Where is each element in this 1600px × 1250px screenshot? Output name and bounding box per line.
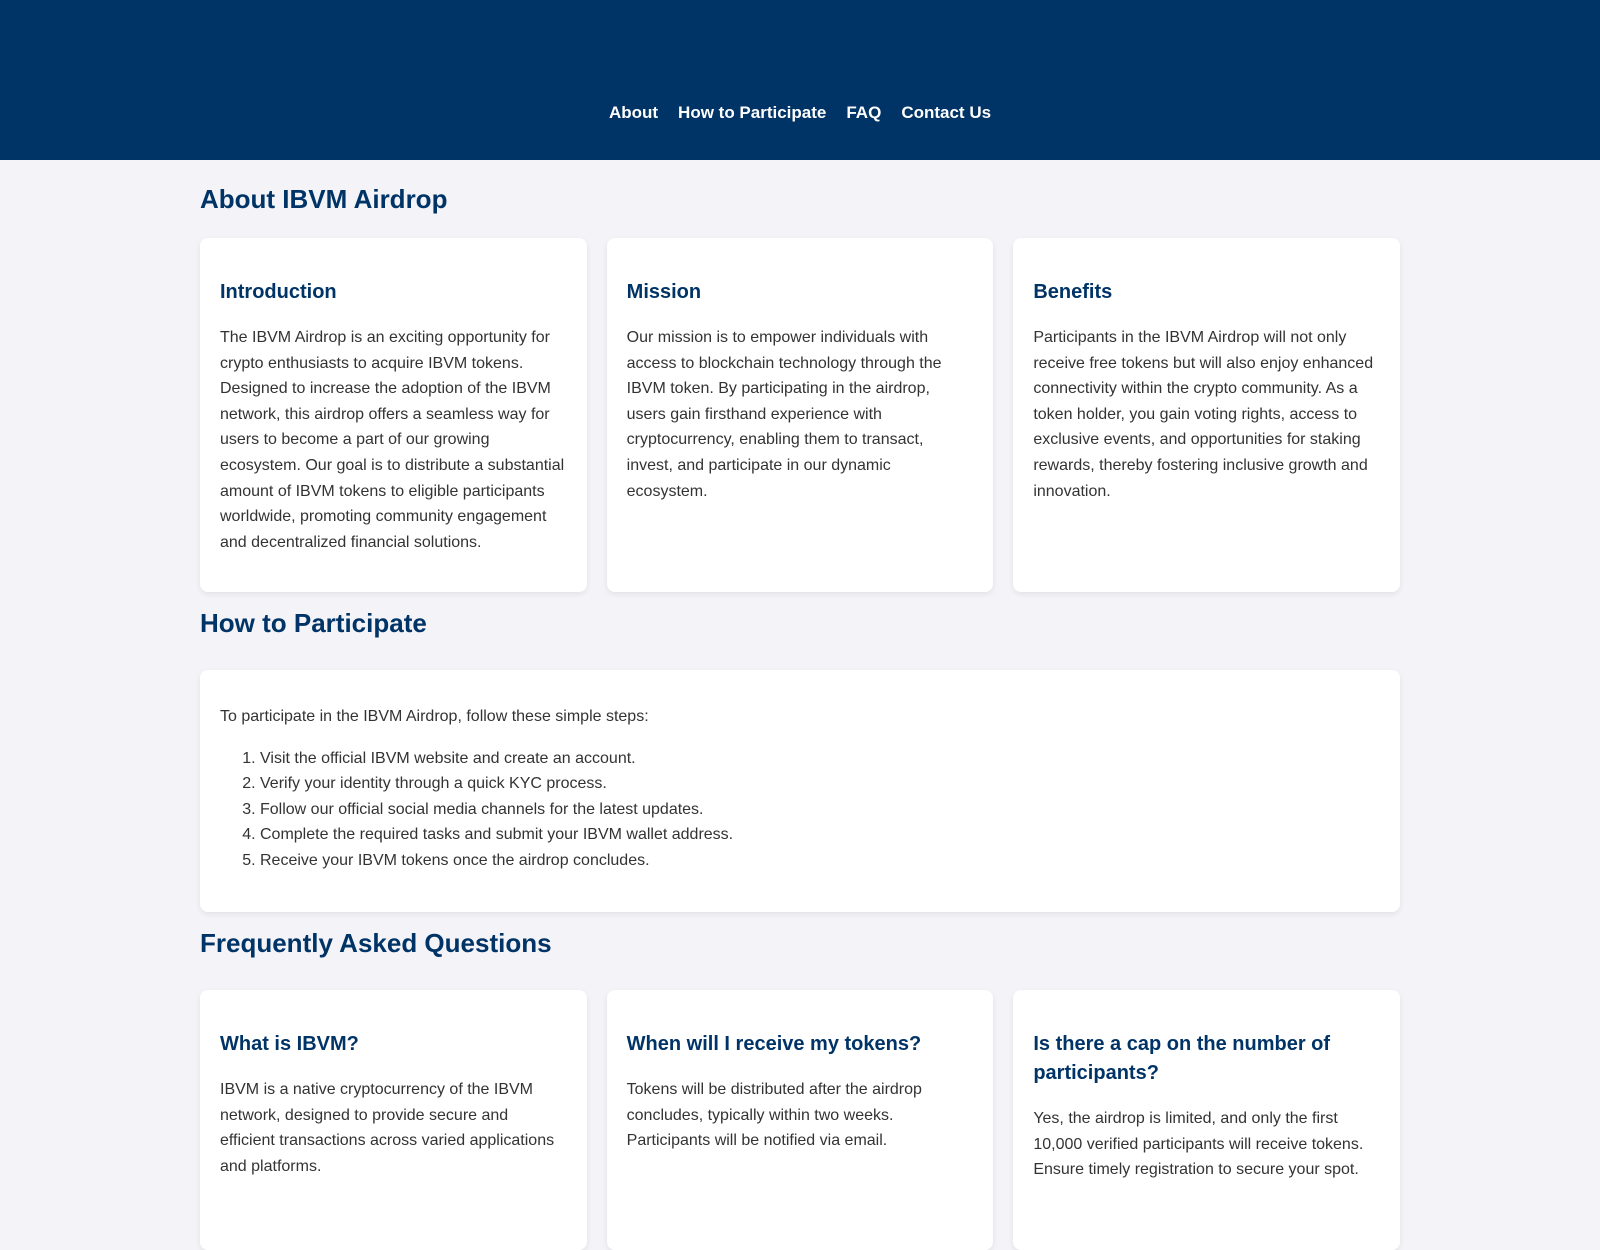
faq-card	[200, 990, 587, 1250]
card-title: Benefits	[1033, 281, 1113, 303]
faq-section-title: Frequently Asked Questions	[200, 928, 552, 958]
faq-answer: Tokens will be distributed after the airdrop concludes, typically within two weeks. Participants will be notified via email.	[626, 1081, 922, 1150]
nav-link-how-to-participate[interactable]: How to Participate	[678, 103, 827, 122]
participate-steps	[220, 746, 1380, 874]
participate-section-title: How to Participate	[200, 608, 427, 638]
nav-link-contact-us[interactable]: Contact Us	[901, 103, 992, 122]
step-item: 2. Verify your identity through a quick KYC process.	[260, 771, 1380, 797]
nav-link-faq[interactable]: FAQ	[846, 103, 882, 122]
about-cards	[200, 238, 1400, 592]
faq-answer: IBVM is a native cryptocurrency of the IBVM network, designed to provide secure and efficient transactions across varied applications and platforms.	[220, 1081, 555, 1175]
faq-question: When will I receive my tokens?	[626, 1033, 922, 1055]
step-item: 5. Receive your IBVM tokens once the airdrop concludes.	[260, 848, 1380, 874]
faq-card	[1013, 990, 1400, 1250]
card-text: Our mission is to empower individuals with access to blockchain technology through the IBVM token. By participating in the airdrop, users gain firsthand experience with cryptocurrency, enabling them to transact, invest, and participate in our dynamic ecosystem.	[626, 329, 942, 500]
benefits-card	[1013, 238, 1400, 592]
about-section	[200, 160, 1400, 592]
card-title: Mission	[626, 281, 702, 303]
main-nav	[0, 103, 1600, 123]
step-item: 4. Complete the required tasks and submit your IBVM wallet address.	[260, 822, 1380, 848]
faq-cards	[200, 990, 1400, 1250]
faq-question: Is there a cap on the number of participants?	[1033, 1033, 1331, 1084]
site-header	[0, 0, 1600, 160]
faq-card	[607, 990, 994, 1250]
nav-link-about[interactable]: About	[608, 103, 659, 122]
faq-answer: Yes, the airdrop is limited, and only the first 10,000 verified participants will receive tokens. Ensure timely registration to secure your spot.	[1033, 1110, 1364, 1179]
mission-card	[607, 238, 994, 592]
main-content	[200, 160, 1400, 1250]
step-item: 3. Follow our official social media channels for the latest updates.	[260, 797, 1380, 823]
card-text: The IBVM Airdrop is an exciting opportunity for crypto enthusiasts to acquire IBVM tokens. Designed to increase the adoption of the IBVM network, this airdrop offers a seamless way for users to become a part of our growing ecosystem. Our goal is to distribute a substantial amount of IBVM tokens to eligible participants worldwide, promoting community engagement and decentralized financial solutions.	[220, 329, 565, 551]
step-item: 1. Visit the official IBVM website and create an account.	[260, 746, 1380, 772]
participate-card	[200, 670, 1400, 912]
participate-intro: To participate in the IBVM Airdrop, follow these simple steps:	[220, 708, 649, 725]
card-text: Participants in the IBVM Airdrop will not only receive free tokens but will also enjoy enhanced connectivity within the crypto community. As a token holder, you gain voting rights, access to exclusive events, and opportunities for staking rewards, thereby fostering inclusive growth and innovation.	[1033, 329, 1374, 500]
participate-section	[200, 592, 1400, 912]
card-title: Introduction	[220, 281, 337, 303]
introduction-card	[200, 238, 587, 592]
faq-question: What is IBVM?	[220, 1033, 359, 1055]
about-section-title: About IBVM Airdrop	[200, 184, 448, 214]
faq-section	[200, 912, 1400, 1250]
